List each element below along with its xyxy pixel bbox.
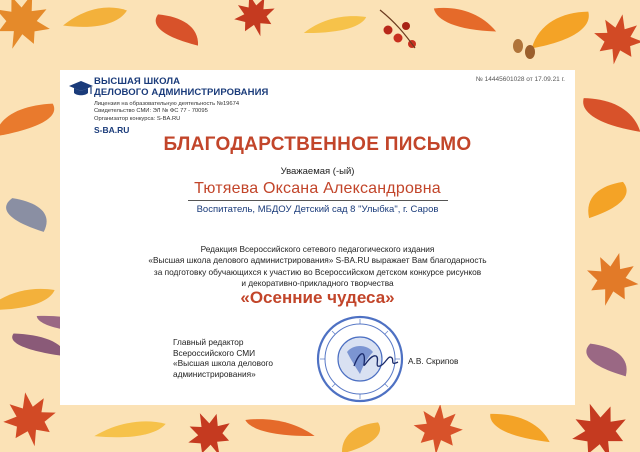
license-info <box>94 101 239 123</box>
contest-name: «Осенние чудеса» <box>240 288 395 307</box>
body-line-4: и декоративно-прикладного творчества <box>241 277 394 288</box>
editor-line-1: Главный редактор <box>173 337 244 347</box>
letter-body <box>60 244 575 289</box>
handwritten-signature <box>352 346 400 374</box>
org-name-line-2: ДЕЛОВОГО АДМИНИСТРИРОВАНИЯ <box>94 86 269 98</box>
org-name <box>94 77 268 98</box>
document-number: № 14445601028 от 17.09.21 г. <box>475 76 565 83</box>
recipient-underline <box>188 200 448 201</box>
site-name: S-BA.RU <box>94 125 130 135</box>
editor-block <box>173 337 273 379</box>
greeting: Уважаемая (-ый) <box>280 166 355 177</box>
org-name-line-1: ВЫСШАЯ ШКОЛА <box>94 76 181 87</box>
license-line-3: Организатор конкурса: S-BA.RU <box>94 115 181 122</box>
editor-line-3: «Высшая школа делового <box>173 358 274 368</box>
letter-title: БЛАГОДАРСТВЕННОЕ ПИСЬМО <box>163 134 472 155</box>
graduation-cap-icon <box>68 79 94 99</box>
license-line-1: Лицензия на образовательную деятельность №19674 <box>94 101 240 107</box>
license-line-2: Свидетельство СМИ: ЭЛ № ФС 77 - 70095 <box>94 108 208 115</box>
body-line-1: Редакция Всероссийского сетевого педагогического издания <box>200 244 435 254</box>
editor-line-4: администрирования» <box>173 368 256 379</box>
signer-name: А.В. Скрипов <box>408 356 459 366</box>
body-line-2: «Высшая школа делового администрирования» S-BA.RU выражает Вам благодарность <box>148 255 487 266</box>
recipient-position: Воспитатель, МБДОУ Детский сад 8 "Улыбка", г. Саров <box>196 204 439 215</box>
editor-line-2: Всероссийского СМИ <box>173 347 256 358</box>
letter-card <box>60 70 575 405</box>
body-line-3: за подготовку обучающихся к участию во Всероссийском детском конкурсе рисунков <box>153 266 482 277</box>
recipient-name: Тютяева Оксана Александровна <box>194 180 441 197</box>
